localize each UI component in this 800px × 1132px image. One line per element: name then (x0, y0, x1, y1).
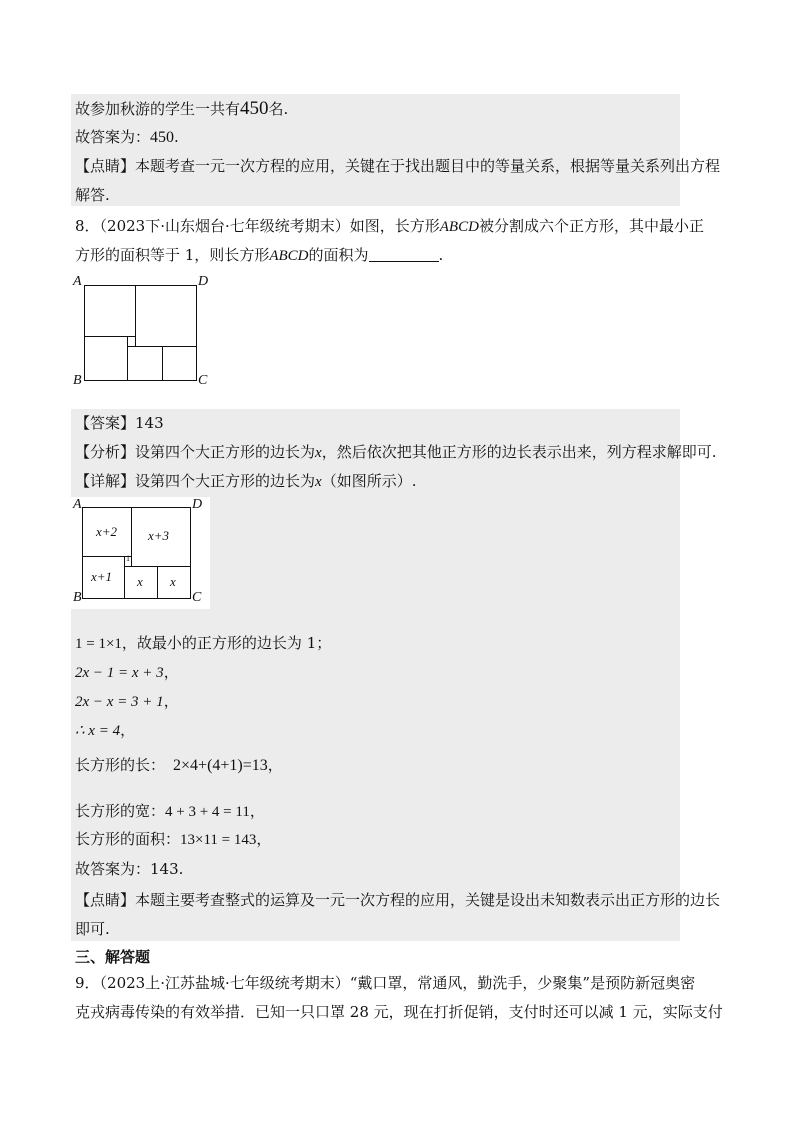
detail-label: 【详解】 (75, 472, 136, 490)
square (127, 346, 163, 381)
step-line (75, 691, 179, 712)
text: （如图所示）. (321, 472, 417, 490)
square-label: x (170, 574, 176, 589)
analysis-line (75, 442, 716, 463)
square (135, 285, 197, 347)
math: x (315, 445, 322, 461)
text: 长方形的面积： (75, 830, 181, 848)
vertex-label-c: C (198, 373, 208, 388)
math: x (315, 474, 322, 490)
number: 450 (240, 98, 269, 119)
vertex-label-c: C (192, 590, 202, 605)
text: . (174, 128, 179, 146)
text: ，故最小的正方形的边长为 1； (121, 634, 332, 652)
step-line (75, 633, 331, 654)
math: ∴ x = 4 (75, 723, 121, 739)
vertex-label-a: A (73, 497, 82, 512)
answer-value: 143 (135, 414, 164, 432)
comment-line (75, 890, 720, 910)
comment-label: 【点睛】 (75, 157, 136, 175)
text: 方形的面积等于 1，则长方形 (75, 246, 270, 264)
analysis-label: 【分析】 (75, 443, 136, 461)
square (84, 285, 136, 337)
text: 解答. (75, 186, 110, 204)
text: 设第四个大正方形的边长为 (135, 443, 316, 461)
text: 长方形的长： (75, 756, 166, 774)
math: 4 + 3 + 4 = 11 (165, 804, 250, 820)
vertex-label-b: B (73, 590, 82, 605)
text: 故答案为：143. (75, 860, 184, 878)
question-8-line (75, 216, 704, 237)
math: ABCD (269, 248, 309, 264)
math: ABCD (439, 219, 479, 235)
math: 13×11 = 143 (180, 832, 257, 848)
text: 故答案为： (75, 128, 151, 146)
step-line (75, 801, 265, 822)
vertex-label-d: D (198, 274, 209, 289)
math: 1 = 1×1 (75, 636, 122, 652)
figure-labeled-squares (70, 497, 210, 609)
text: ， (163, 663, 179, 681)
text: 的面积为 (308, 246, 369, 264)
comment-label: 【点睛】 (75, 891, 136, 909)
math: 2x − 1 = x + 3 (75, 665, 164, 681)
text: 本题考查一元一次方程的应用，关键在于找出题目中的等量关系，根据等量关系列出方程 (135, 157, 721, 175)
text: ，然后依次把其他正方形的边长表示出来，列方程求解即可. (321, 443, 717, 461)
text: 被分割成六个正方形，其中最小正 (478, 217, 704, 235)
comment-line (75, 919, 110, 939)
text: ， (120, 721, 136, 739)
text: ， (267, 756, 283, 774)
comment-line (75, 156, 720, 176)
answer-line (75, 413, 164, 433)
number: 450 (150, 129, 175, 146)
text: ， (163, 692, 179, 710)
detail-line (75, 471, 416, 492)
text: . (438, 246, 444, 264)
vertex-label-d: D (192, 497, 203, 512)
text: ， (249, 802, 265, 820)
small-square (127, 336, 136, 347)
step-line (75, 720, 135, 741)
section-heading: 三、解答题 (75, 948, 151, 966)
text-line (75, 99, 288, 119)
text: 故参加秋游的学生一共有 (75, 100, 241, 118)
vertex-label-b: B (73, 373, 82, 388)
square-label: x+2 (96, 524, 118, 539)
vertex-label-a: A (73, 274, 82, 289)
square (162, 346, 197, 381)
square-label: x+1 (91, 569, 113, 584)
comment-line (75, 185, 110, 205)
step-line (75, 859, 183, 879)
square-label: x (137, 574, 143, 589)
answer-label: 【答案】 (75, 414, 136, 432)
square-label: x+3 (148, 528, 170, 543)
step-line (75, 829, 271, 850)
text: 即可. (75, 920, 110, 938)
math: 2×4+(4+1)=13 (173, 757, 268, 774)
text: 8．（2023下·山东烟台·七年级统考期末）如图，长方形 (75, 217, 440, 235)
answer-blank (369, 247, 439, 262)
text-line (75, 127, 179, 148)
question-8-line (75, 245, 443, 266)
square (84, 336, 128, 381)
text: 本题主要考查整式的运算及一元一次方程的应用，关键是设出未知数表示出正方形的边长 (135, 891, 721, 909)
step-line (75, 755, 283, 776)
math: 2x − x = 3 + 1 (75, 694, 164, 710)
text: 名. (268, 100, 289, 118)
text: ， (256, 830, 272, 848)
text: 设第四个大正方形的边长为 (135, 472, 316, 490)
question-9-line: 9．（2023上·江苏盐城·七年级统考期末）“戴口罩，常通风，勤洗手，少聚集”是预防新冠奥密 (75, 974, 696, 992)
small-square-label: 1 (126, 554, 130, 563)
step-line (75, 662, 179, 683)
figure-rectangle-abcd (70, 276, 210, 391)
question-9-line: 克戎病毒传染的有效举措．已知一只口罩 28 元，现在打折促销，支付时还可以减 1 元，实际支付 (75, 1003, 723, 1021)
text: 长方形的宽： (75, 802, 166, 820)
